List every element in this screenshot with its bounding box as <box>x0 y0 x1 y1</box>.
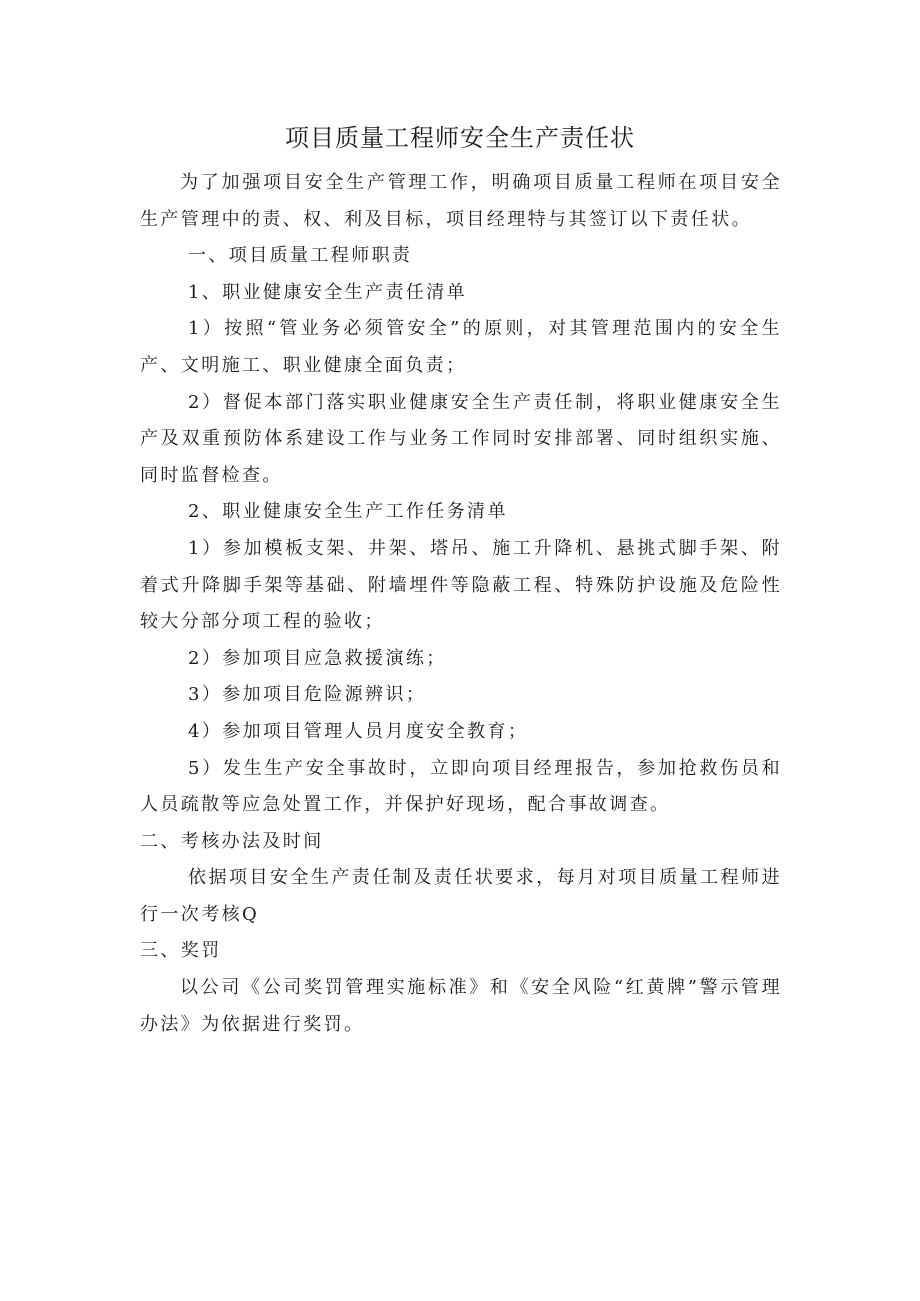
list-item: 3）参加项目危险源辨识； <box>188 684 427 706</box>
rewards-paragraph: 以公司《公司奖罚管理实施标准》和《安全风险“红黄牌”警示管理办法》为依据进行奖罚。 <box>140 977 782 1035</box>
document-body <box>140 165 782 1043</box>
document-title: 项目质量工程师安全生产责任状 <box>285 124 635 152</box>
list-item: 2）督促本部门落实职业健康安全生产责任制，将职业健康安全生产及双重预防体系建设工作与业务工作同时安排部署、同时组织实施、同时监督检查。 <box>140 391 782 486</box>
subsection-heading-responsibility-list: 1、职业健康安全生产责任清单 <box>188 281 468 303</box>
list-item: 1）参加模板支架、井架、塔吊、施工升降机、悬挑式脚手架、附着式升降脚手架等基础、附墙埋件等隐蔽工程、特殊防护设施及危险性较大分部分项工程的验收； <box>140 537 782 633</box>
list-item: 5）发生生产安全事故时，立即向项目经理报告，参加抢救伤员和人员疏散等应急处置工作，并保护好现场，配合事故调查。 <box>140 757 782 816</box>
subsection-heading-task-list: 2、职业健康安全生产工作任务清单 <box>188 501 508 523</box>
list-item: 2）参加项目应急救援演练； <box>188 647 447 669</box>
section-heading-duties: 一、项目质量工程师职责 <box>188 245 413 267</box>
intro-paragraph: 为了加强项目安全生产管理工作，明确项目质量工程师在项目安全生产管理中的责、权、利及目标，项目经理特与其签订以下责任状。 <box>140 172 782 230</box>
list-item: 1）按照“管业务必须管安全”的原则，对其管理范围内的安全生产、文明施工、职业健康全面负责； <box>140 318 782 376</box>
list-item: 4）参加项目管理人员月度安全教育； <box>188 720 529 742</box>
assessment-paragraph: 依据项目安全生产责任制及责任状要求，每月对项目质量工程师进行一次考核Q <box>140 867 782 925</box>
section-heading-rewards: 三、奖罚 <box>140 940 222 962</box>
section-heading-assessment: 二、考核办法及时间 <box>140 830 324 852</box>
